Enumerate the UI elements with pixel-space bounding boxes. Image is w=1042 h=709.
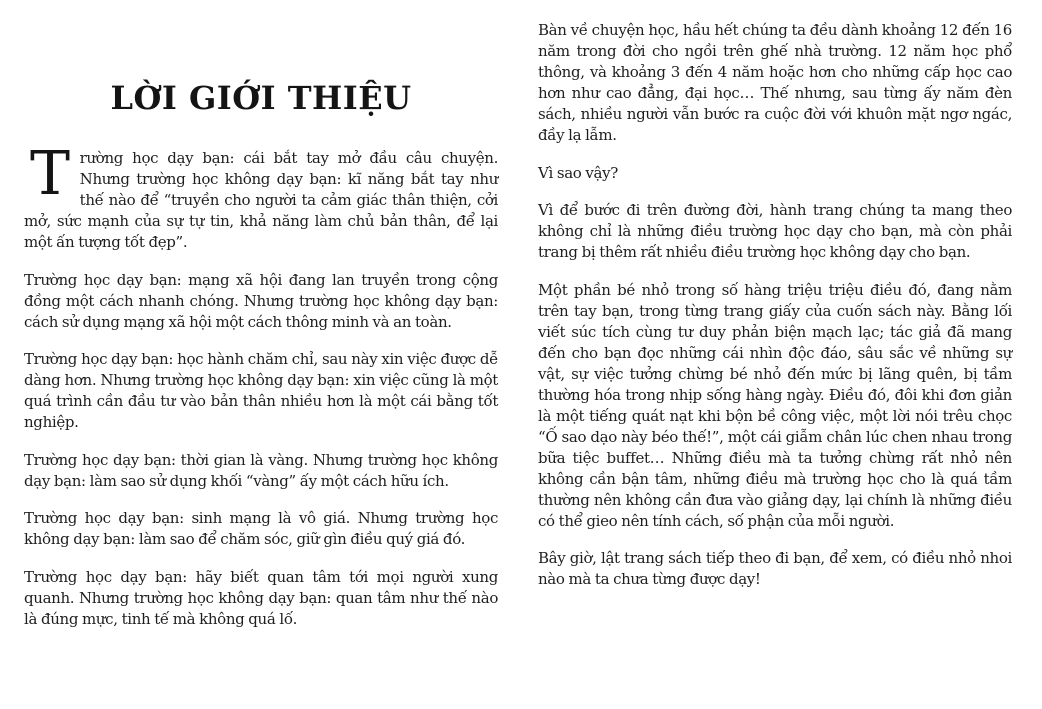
intro-paragraph-6: Trường học dạy bạn: hãy biết quan tâm tới mọi người xung quanh. Nhưng trường học không dạy bạn: quan tâm như thế nào là đúng mực, tinh tế mà không quá lố. xyxy=(24,567,498,628)
intro-paragraph-4: Trường học dạy bạn: thời gian là vàng. Nhưng trường học không dạy bạn: làm sao sử dụng khối “vàng” ấy một cách hữu ích. xyxy=(24,450,498,490)
intro-paragraph-3: Trường học dạy bạn: học hành chăm chỉ, sau này xin việc được dễ dàng hơn. Nhưng trường học không dạy bạn: xin việc cũng là một quá trình cần đầu tư vào bản thân nhiều hơn là một cái bằng tốt nghiệp. xyxy=(24,350,498,431)
drop-cap-letter: T xyxy=(30,139,70,209)
page-title: LỜI GIỚI THIỆU xyxy=(110,79,412,117)
body-paragraph-1: Bàn về chuyện học, hầu hết chúng ta đều dành khoảng 12 đến 16 năm trong đời cho ngồi trên ghế nhà trường. 12 năm học phổ thông, và khoảng 3 đến 4 năm hoặc hơn cho những cấp học cao hơn như cao đẳng, đại học… Thế nhưng, sau từng ấy năm đèn sách, nhiều người vẫn bước ra cuộc đời với khuôn mặt ngơ ngác, đầy lạ lẫm. xyxy=(538,21,1012,144)
body-paragraph-5: Bây giờ, lật trang sách tiếp theo đi bạn, để xem, có điều nhỏ nhoi nào mà ta chưa từng được dạy! xyxy=(538,549,1012,588)
body-paragraph-3: Vì để bước đi trên đường đời, hành trang chúng ta mang theo không chỉ là những điều trường học dạy cho bạn, mà còn phải trang bị thêm rất nhiều điều trường học không dạy cho bạn. xyxy=(538,201,1012,261)
intro-paragraph-5: Trường học dạy bạn: sinh mạng là vô giá. Nhưng trường học không dạy bạn: làm sao để chăm sóc, giữ gìn điều quý giá đó. xyxy=(24,509,498,548)
intro-paragraph-2: Trường học dạy bạn: mạng xã hội đang lan truyền trong cộng đồng một cách nhanh chóng. Nhưng trường học không dạy bạn: cách sử dụng mạng xã hội một cách thông minh và an toàn. xyxy=(24,270,498,331)
body-paragraph-4: Một phần bé nhỏ trong số hàng triệu triệu điều đó, đang nằm trên tay bạn, trong từng trang giấy của cuốn sách này. Bằng lối viết súc tích cùng tư duy phản biện mạch lạc; tác giả đã mang đến cho bạn đọc những cái nhìn độc đáo, sâu sắc về những sự vật, sự việc tưởng chừng bé nhỏ đến mức bị lãng quên, bị tầm thường hóa trong nhịp sống hàng ngày. Điều đó, đôi khi đơn giản là một tiếng quát nạt khi bộn bề công việc, một lời nói trêu chọc “Ố sao dạo này béo thế!”, một cái giẫm chân lúc chen nhau trong bữa tiệc buffet… Những điều mà ta tưởng chừng rất nhỏ nên không cần bận tâm, những điều mà trường học cho là quá tầm thường nên không cần đưa vào giảng dạy, lại chính là những điều có thể gieo nên tính cách, số phận của mỗi người. xyxy=(538,280,1012,530)
right-column xyxy=(538,0,1012,607)
left-column xyxy=(24,0,498,646)
intro-paragraph-1 xyxy=(24,139,498,253)
body-paragraph-2: Vì sao vậy? xyxy=(538,163,618,182)
intro-paragraph-1-text: rường học dạy bạn: cái bắt tay mở đầu câu chuyện. Nhưng trường học không dạy bạn: kĩ năng bắt tay như thế nào để “truyền cho người ta cảm giác thân thiện, cởi mở, sức mạnh của sự tự tin, khả năng làm chủ bản thân, để lại một ấn tượng tốt đẹp”. xyxy=(24,149,498,251)
